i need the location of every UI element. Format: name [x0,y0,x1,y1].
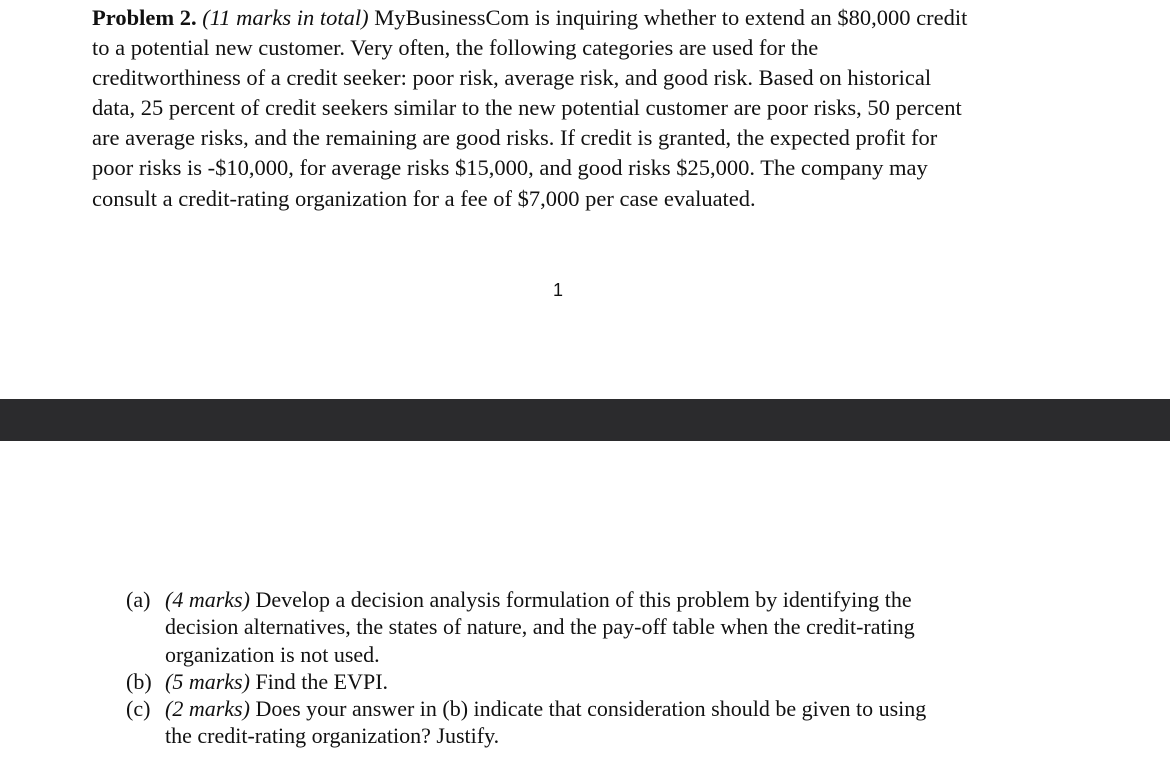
part-label: (b) [126,668,152,694]
part-line: decision alternatives, the states of nature, and the pay-off table when the credit-rating [165,614,915,640]
part-line: the credit-rating organization? Justify. [165,723,500,749]
part-line [165,586,926,613]
part-line [165,695,926,722]
part-line: organization is not used. [165,641,380,667]
problem-line [92,3,1092,33]
question-parts-list [126,586,926,750]
page-separator [0,399,1170,441]
problem-line: poor risks is -$10,000, for average risks $15,000, and good risks $25,000. The company may [92,155,928,181]
part-label: (a) [126,587,151,612]
problem-line: data, 25 percent of credit seekers similar to the new potential customer are poor risks, 50 percent [92,95,962,121]
question-part-c [126,695,926,750]
problem-text: MyBusinessCom is inquiring whether to extend an $80,000 credit [374,5,968,30]
part-text: Find the EVPI. [255,668,389,694]
problem-line: creditworthiness of a credit seeker: poor risk, average risk, and good risk. Based on historical [92,65,932,91]
part-marks: (4 marks) [165,587,250,612]
question-part-a [126,586,926,668]
problem-line: to a potential new customer. Very often, the following categories are used for the [92,35,819,61]
part-text: Develop a decision analysis formulation of this problem by identifying the [255,587,912,612]
problem-line: consult a credit-rating organization for a fee of $7,000 per case evaluated. [92,185,756,211]
question-part-b [126,668,926,695]
problem-statement [92,3,1092,214]
problem-line: are average risks, and the remaining are good risks. If credit is granted, the expected profit for [92,125,938,151]
part-line [165,668,926,695]
part-marks: (2 marks) [165,696,250,722]
part-label: (c) [126,696,151,722]
page-number: 1 [553,280,564,300]
problem-heading: Problem 2. [92,5,197,30]
part-marks: (5 marks) [165,668,250,694]
part-text: Does your answer in (b) indicate that consideration should be given to using [255,696,927,722]
problem-marks: (11 marks in total) [202,5,369,30]
